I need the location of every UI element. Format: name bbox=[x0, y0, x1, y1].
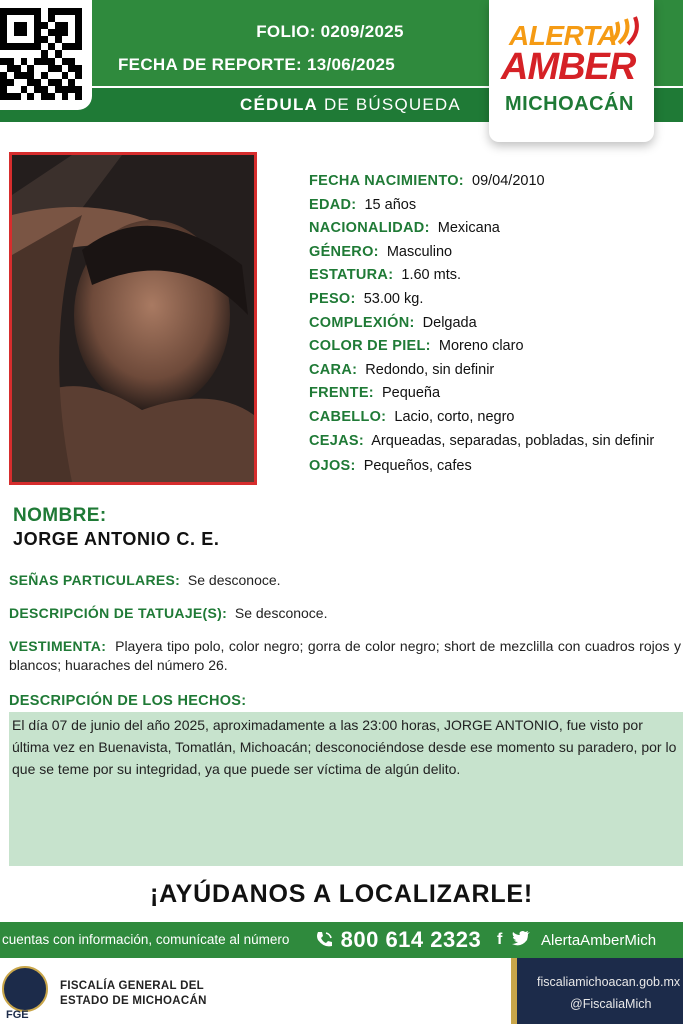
logo-michoacan: MICHOACÁN bbox=[505, 93, 634, 115]
tatuajes-label: DESCRIPCIÓN DE TATUAJE(S): bbox=[9, 605, 228, 621]
info-row bbox=[309, 217, 679, 241]
info-row bbox=[309, 194, 679, 218]
info-row bbox=[309, 455, 679, 479]
info-value: Delgada bbox=[422, 314, 477, 331]
contact-band bbox=[0, 922, 683, 958]
person-silhouette-icon bbox=[12, 155, 254, 482]
phone-icon bbox=[314, 930, 334, 950]
info-label: COLOR DE PIEL: bbox=[309, 338, 431, 355]
tatuajes bbox=[9, 604, 681, 623]
senas-value: Se desconoce. bbox=[187, 572, 281, 588]
info-value: 1.60 mts. bbox=[401, 267, 462, 284]
info-label: COMPLEXIÓN: bbox=[309, 314, 415, 331]
info-value: Mexicana bbox=[437, 220, 500, 237]
hechos-label: DESCRIPCIÓN DE LOS HECHOS: bbox=[9, 693, 247, 709]
info-row bbox=[309, 382, 679, 406]
info-label: CEJAS: bbox=[309, 432, 364, 449]
social-icons[interactable] bbox=[497, 930, 531, 949]
info-label: ESTATURA: bbox=[309, 267, 394, 284]
fecha-reporte: FECHA DE REPORTE: 13/06/2025 bbox=[118, 55, 396, 74]
vestimenta-label: VESTIMENTA: bbox=[9, 638, 107, 654]
info-value: 09/04/2010 bbox=[472, 173, 545, 189]
phone-number[interactable] bbox=[314, 927, 481, 953]
missing-person-photo bbox=[9, 152, 257, 485]
help-locate-heading: ¡AYÚDANOS A LOCALIZARLE! bbox=[149, 880, 534, 908]
twitter-icon[interactable] bbox=[511, 930, 531, 946]
vestimenta-value: Playera tipo polo, color negro; gorra de color negro; short de mezclilla con cuadros rojos y blancos; huaraches del número 26. bbox=[9, 638, 681, 673]
contact-text: cuentas con información, comunícate al número bbox=[2, 932, 290, 947]
info-value: 53.00 kg. bbox=[363, 290, 424, 307]
info-value: Redondo, sin definir bbox=[365, 361, 495, 378]
info-label: OJOS: bbox=[309, 457, 356, 474]
info-label: CABELLO: bbox=[309, 408, 387, 425]
cedula-bold: CÉDULA bbox=[240, 95, 319, 114]
info-label: FRENTE: bbox=[309, 385, 374, 402]
phone-value: 800 614 2323 bbox=[340, 927, 482, 952]
info-row bbox=[309, 335, 679, 359]
info-label: FECHA NACIMIENTO: bbox=[309, 173, 464, 189]
twitter-handle[interactable]: @FiscaliaMich bbox=[570, 997, 652, 1011]
physical-description bbox=[309, 170, 679, 478]
info-value: Moreno claro bbox=[438, 338, 524, 355]
info-row bbox=[309, 264, 679, 288]
info-row bbox=[309, 359, 679, 383]
footer-right bbox=[511, 958, 683, 1024]
cedula-title bbox=[240, 95, 461, 115]
vestimenta bbox=[9, 637, 681, 675]
signal-waves-icon bbox=[607, 16, 641, 46]
info-value: Masculino bbox=[386, 243, 453, 260]
info-row bbox=[309, 430, 679, 455]
fge-seal-icon bbox=[2, 966, 48, 1012]
fiscalia-line1: FISCALÍA GENERAL DEL bbox=[60, 980, 205, 992]
info-label: PESO: bbox=[309, 290, 356, 307]
info-value: Pequeños, cafes bbox=[363, 457, 472, 474]
facebook-icon[interactable]: f bbox=[497, 931, 503, 948]
social-handle[interactable]: AlertaAmberMich bbox=[541, 932, 657, 949]
info-row bbox=[309, 241, 679, 265]
info-value: Lacio, corto, negro bbox=[394, 408, 515, 425]
info-row bbox=[309, 288, 679, 312]
info-label: CARA: bbox=[309, 361, 358, 378]
senas-particulares bbox=[9, 571, 681, 590]
fge-label: FGE bbox=[6, 1009, 29, 1021]
info-label: GÉNERO: bbox=[309, 243, 379, 260]
nombre-value: JORGE ANTONIO C. E. bbox=[13, 529, 220, 549]
info-value: Arqueadas, separadas, pobladas, sin definir bbox=[371, 432, 655, 449]
info-row bbox=[309, 406, 679, 430]
fiscalia-name bbox=[60, 979, 207, 1009]
logo-amber: AMBER bbox=[501, 46, 636, 88]
info-label: EDAD: bbox=[309, 196, 357, 213]
senas-label: SEÑAS PARTICULARES: bbox=[9, 572, 181, 588]
logo-alerta: ALERTA bbox=[509, 20, 617, 51]
info-row bbox=[309, 312, 679, 336]
folio: FOLIO: 0209/2025 bbox=[256, 22, 404, 41]
tatuajes-value: Se desconoce. bbox=[234, 605, 328, 621]
info-value: Pequeña bbox=[382, 385, 441, 402]
info-label: NACIONALIDAD: bbox=[309, 220, 430, 237]
fiscalia-line2: ESTADO DE MICHOACÁN bbox=[60, 995, 207, 1007]
cedula-rest: DE BÚSQUEDA bbox=[318, 95, 461, 114]
info-value: 15 años bbox=[364, 196, 417, 213]
hechos-description: El día 07 de junio del año 2025, aproximadamente a las 23:00 horas, JORGE ANTONIO, fue visto por última vez en Buenavista, Tomatlán, Michoacán; desconociéndose desde ese momento su paradero, por lo que se teme por su integridad, ya que puede ser víctima de algún delito. bbox=[9, 712, 683, 866]
qr-code-icon[interactable] bbox=[0, 0, 92, 110]
alerta-amber-logo bbox=[489, 0, 654, 142]
nombre-label: NOMBRE: bbox=[13, 505, 107, 526]
website-link[interactable]: fiscaliamichoacan.gob.mx bbox=[537, 975, 681, 989]
info-row bbox=[309, 170, 679, 194]
